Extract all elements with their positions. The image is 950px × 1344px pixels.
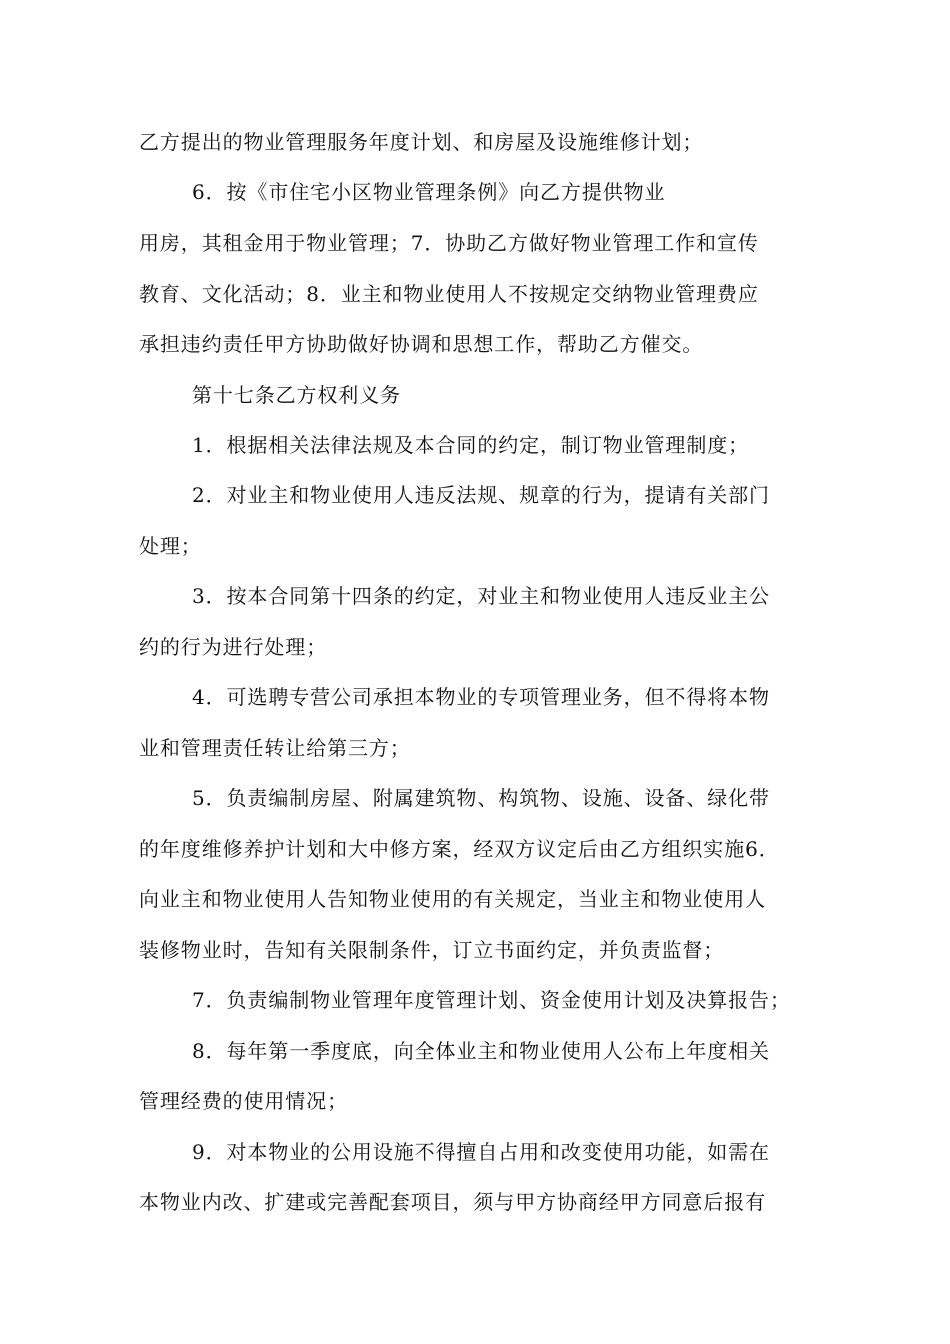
text-line: 业和管理责任转让给第三方； xyxy=(139,736,411,760)
text-line: 承担违约责任甲方协助做好协调和思想工作，帮助乙方催交。 xyxy=(139,332,704,356)
text-line: 7．负责编制物业管理年度管理计划、资金使用计划及决算报告； xyxy=(192,988,791,1012)
text-line: 用房，其租金用于物业管理；7．协助乙方做好物业管理工作和宣传 xyxy=(139,231,759,255)
text-line: 向业主和物业使用人告知物业使用的有关规定，当业主和物业使用人 xyxy=(139,887,766,911)
text-line: 处理； xyxy=(139,534,202,558)
text-line: 约的行为进行处理； xyxy=(139,635,328,659)
text-line: 的年度维修养护计划和大中修方案，经双方议定后由乙方组织实施6． xyxy=(139,837,780,861)
text-line: 装修物业时，告知有关限制条件，订立书面约定，并负责监督； xyxy=(139,938,725,962)
text-line: 8．每年第一季度底，向全体业主和物业使用人公布上年度相关 xyxy=(192,1039,770,1063)
text-line: 6．按《市住宅小区物业管理条例》向乙方提供物业 xyxy=(192,180,666,204)
text-line: 1．根据相关法律法规及本合同的约定，制订物业管理制度； xyxy=(192,433,750,457)
section-heading: 第十七条乙方权利义务 xyxy=(192,383,401,407)
text-line: 教育、文化活动；8．业主和物业使用人不按规定交纳物业管理费应 xyxy=(139,282,759,306)
text-line: 5．负责编制房屋、附属建筑物、构筑物、设施、设备、绿化带 xyxy=(192,786,770,810)
text-line: 乙方提出的物业管理服务年度计划、和房屋及设施维修计划； xyxy=(139,130,704,154)
text-line: 4．可选聘专营公司承担本物业的专项管理业务，但不得将本物 xyxy=(192,685,770,709)
text-line: 管理经费的使用情况； xyxy=(139,1089,348,1113)
text-line: 本物业内改、扩建或完善配套项目，须与甲方协商经甲方同意后报有 xyxy=(139,1190,766,1214)
text-line: 2．对业主和物业使用人违反法规、规章的行为，提请有关部门 xyxy=(192,483,770,507)
text-line: 3．按本合同第十四条的约定，对业主和物业使用人违反业主公 xyxy=(192,584,770,608)
text-line: 9．对本物业的公用设施不得擅自占用和改变使用功能，如需在 xyxy=(192,1140,770,1164)
